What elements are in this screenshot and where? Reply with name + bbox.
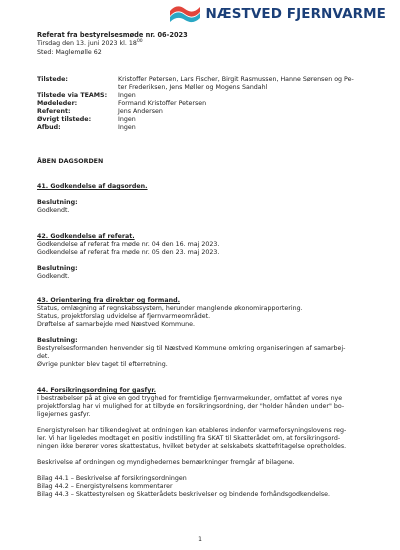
item-43-text: Status, omlægning af regnskabssystem, herunder manglende økonomirapportering. (37, 305, 303, 312)
attachment-item: Bilag 44.1 – Beskrivelse af forsikringsordningen (37, 475, 187, 482)
meeting-date (37, 40, 143, 48)
item-44-paragraph-line: projektforslag har vi mulighed for at tilbyde en forsikringsordning, der "holder hånden under" bo- (37, 403, 345, 410)
meeting-date-text: Tirsdag den 13. juni 2023 kl. 18 (37, 40, 137, 47)
attendance-label: Afbud: (37, 124, 61, 131)
page-number: 1 (198, 536, 202, 543)
attendance-label: Øvrigt tilstede: (37, 116, 92, 123)
item-44-paragraph-line: I bestræbelser på at give en god tryghed for fremtidige fjernvarmekunder, omfattet af vores nye (37, 395, 343, 402)
attendance-value: Formand Kristoffer Petersen (118, 100, 207, 107)
item-43-decision: Øvrige punkter blev taget til efterretning. (37, 361, 168, 368)
attendance-value: Ingen (118, 116, 136, 123)
item-43-heading: 43. Orientering fra direktør og formand. (37, 297, 180, 304)
company-logo (168, 2, 386, 26)
item-44-paragraph-line: ler. Vi har ligeledes modtaget en positiv indstilling fra SKAT til Skatterådet om, at forsikringsord- (37, 435, 341, 442)
agenda-heading: ÅBEN DAGSORDEN (37, 158, 104, 165)
attendance-label: Mødeleder: (37, 100, 78, 107)
item-42-decision: Godkendt. (37, 273, 70, 280)
attendance-label: Tilstede: (37, 76, 68, 83)
attendance-value: Ingen (118, 124, 136, 131)
item-42-heading: 42. Godkendelse af referat. (37, 233, 135, 240)
item-41-decision: Godkendt. (37, 207, 70, 214)
document-title: Referat fra bestyrelsesmøde nr. 06-2023 (37, 31, 188, 39)
attendance-value: Kristoffer Petersen, Lars Fischer, Birgit Rasmussen, Hanne Sørensen og Pe- (118, 76, 354, 83)
item-41-decision-label: Beslutning: (37, 199, 78, 206)
item-43-text: Drøftelse af samarbejde med Næstved Kommune. (37, 321, 195, 328)
item-44-paragraph-line: Energistyrelsen har tilkendegivet at ordningen kan etableres indenfor varmeforsyningslovens reg- (37, 427, 347, 434)
attachment-item: Bilag 44.2 – Energistyrelsens kommentarer (37, 483, 173, 490)
item-43-decision: det. (37, 353, 50, 360)
item-42-text: Godkendelse af referat fra møde nr. 04 den 16. maj 2023. (37, 241, 220, 248)
item-44-paragraph-line: Beskrivelse af ordningen og myndighedernes bemærkninger fremgår af bilagene. (37, 459, 295, 466)
attendance-value: Jens Andersen (118, 108, 163, 115)
attachment-item: Bilag 44.3 – Skattestyrelsen og Skatterådets beskrivelser og bindende forhåndsgodkendelse. (37, 491, 331, 498)
meeting-time-minutes: 00 (136, 38, 143, 44)
item-42-text: Godkendelse af referat fra møde nr. 05 den 23. maj 2023. (37, 249, 220, 256)
item-44-paragraph-line: ningen ikke berører vores skattestatus, hvilket betyder at selskabets skattefritagelse opretholdes. (37, 443, 347, 450)
item-42-decision-label: Beslutning: (37, 265, 78, 272)
attendance-value-continued: ter Frederiksen, Jens Møller og Mogens Sandahl (118, 84, 268, 91)
attendance-value: Ingen (118, 92, 136, 99)
meeting-place: Sted: Maglemølle 62 (37, 49, 102, 56)
item-43-text: Status, projektforslag udvidelse af fjernvarmeområdet. (37, 313, 211, 320)
item-43-decision-label: Beslutning: (37, 337, 78, 344)
waves-logo-icon (168, 3, 202, 25)
attendance-label: Tilstede via TEAMS: (37, 92, 108, 99)
item-44-paragraph-line: ligejernes gasfyr. (37, 411, 91, 418)
item-43-decision: Bestyrelsesformanden henvender sig til Næstved Kommune omkring organiseringen af samarbej- (37, 345, 346, 352)
item-44-heading: 44. Forsikringsordning for gasfyr. (37, 387, 156, 394)
logo-wordmark: NÆSTVED FJERNVARME (205, 6, 386, 22)
item-41-heading: 41. Godkendelse af dagsorden. (37, 183, 148, 190)
attendance-label: Referent: (37, 108, 71, 115)
